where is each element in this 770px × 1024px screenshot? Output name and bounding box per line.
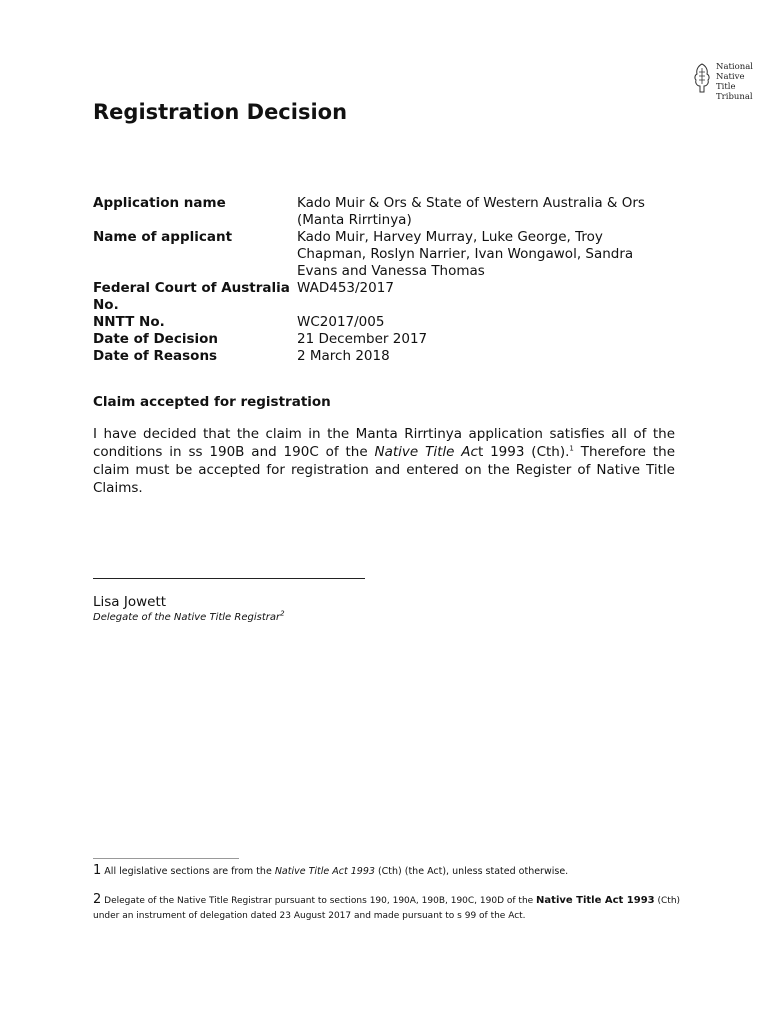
footnote-ref-2[interactable]: 2 bbox=[280, 609, 285, 618]
detail-label: Date of Reasons bbox=[93, 348, 218, 364]
detail-row-nntt-no bbox=[93, 314, 663, 331]
detail-value: WAD453/2017 bbox=[297, 280, 394, 296]
section-heading: Claim accepted for registration bbox=[93, 394, 331, 410]
detail-label: Date of Decision bbox=[93, 331, 219, 347]
detail-value: Kado Muir, Harvey Murray, Luke George, Troy Chapman, Roslyn Narrier, Ivan Wongawol, Sandra Evans and Vanessa Thomas bbox=[297, 229, 634, 279]
paragraph-text-2: t 1993 (Cth). bbox=[477, 444, 570, 460]
footnote-text: (Cth) under an instrument of delegation dated 23 August 2017 and made pursuant to s 99 of the Act. bbox=[93, 896, 681, 921]
footnote-number: 1 bbox=[93, 863, 102, 878]
logo-line-3: Tribunal bbox=[716, 92, 753, 102]
logo-text bbox=[716, 62, 762, 102]
footnote-number: 2 bbox=[93, 892, 102, 907]
detail-row-application-name bbox=[93, 195, 663, 229]
logo-line-1: National bbox=[716, 62, 754, 72]
footnote-divider bbox=[93, 858, 239, 859]
footnote-ref-1[interactable]: 1 bbox=[569, 444, 574, 453]
detail-value: Kado Muir & Ors & State of Western Australia & Ors (Manta Rirrtinya) bbox=[297, 195, 645, 228]
detail-row-federal-court-no bbox=[93, 280, 663, 314]
footnote-act-name: Native Title Act 1993 bbox=[536, 895, 655, 906]
paragraph-text-1: I have decided that the claim in the Manta Rirrtinya application satisfies all of the conditions in ss 190B and 190C of the bbox=[93, 426, 675, 460]
detail-value: 21 December 2017 bbox=[297, 331, 428, 347]
detail-row-date-of-reasons bbox=[93, 348, 663, 365]
detail-value: WC2017/005 bbox=[297, 314, 385, 330]
detail-label: Name of applicant bbox=[93, 229, 233, 245]
footnote-2 bbox=[93, 892, 683, 924]
decision-paragraph bbox=[93, 425, 675, 497]
coat-of-arms-icon bbox=[692, 62, 712, 94]
signatory-role bbox=[93, 609, 285, 623]
footnote-act-name: Native Title Act 1993 bbox=[274, 866, 375, 877]
footnote-text: Delegate of the Native Title Registrar pursuant to sections 190, 190A, 190B, 190C, 190D of the bbox=[101, 896, 537, 906]
detail-value: 2 March 2018 bbox=[297, 348, 390, 364]
logo-line-2: Native Title bbox=[716, 72, 745, 92]
footnote-text: All legislative sections are from the bbox=[101, 866, 275, 877]
page-title: Registration Decision bbox=[93, 100, 348, 124]
detail-label: NNTT No. bbox=[93, 314, 165, 330]
signatory-role-text: Delegate of the Native Title Registrar bbox=[93, 612, 281, 623]
detail-label: Application name bbox=[93, 195, 226, 211]
application-details bbox=[93, 195, 663, 365]
paragraph-text-3: Therefore the claim must be accepted for registration and entered on the Register of Native Title Claims. bbox=[93, 444, 676, 496]
footnote-text: (Cth) (the Act), unless stated otherwise. bbox=[374, 866, 569, 877]
footnote-1 bbox=[93, 863, 683, 879]
nntt-logo bbox=[692, 60, 762, 102]
detail-row-date-of-decision bbox=[93, 331, 663, 348]
detail-row-applicant bbox=[93, 229, 663, 280]
signature-line bbox=[93, 578, 365, 579]
detail-label: Federal Court of Australia No. bbox=[93, 280, 290, 313]
signatory-name: Lisa Jowett bbox=[93, 594, 167, 610]
paragraph-act-name: Native Title Ac bbox=[374, 444, 478, 460]
